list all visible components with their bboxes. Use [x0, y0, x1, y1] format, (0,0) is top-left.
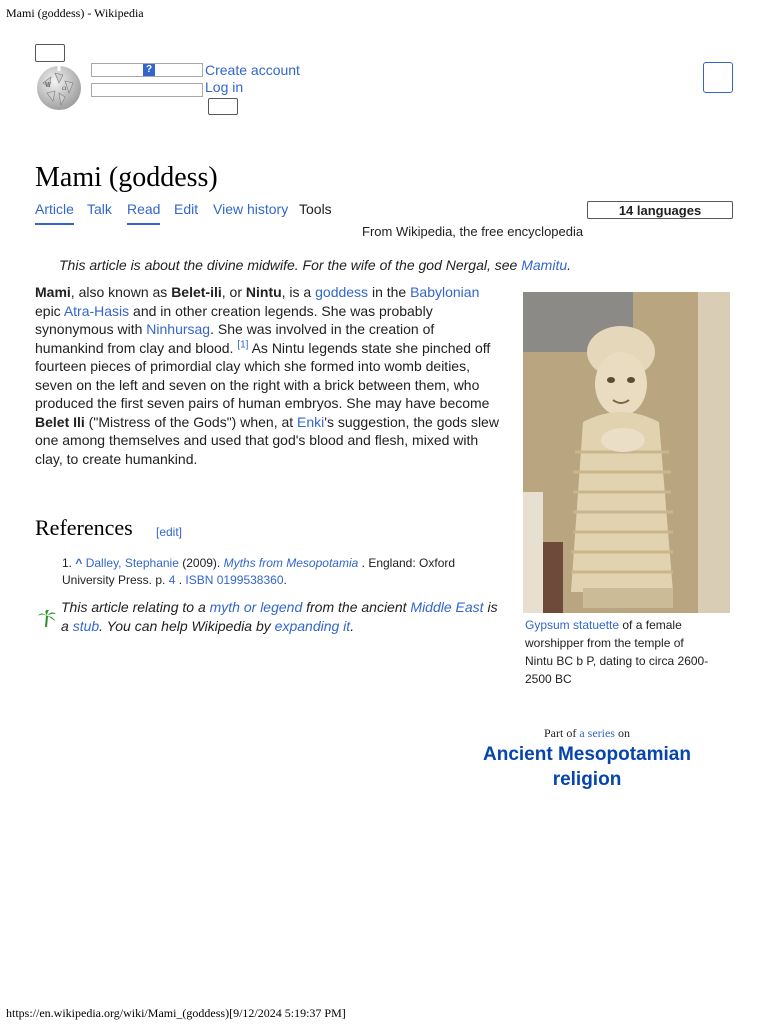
lead-text: epic	[35, 302, 64, 319]
lead-text: in the	[368, 284, 411, 300]
caption-text: of a female worshipper from the temple of Nintu BC b P, dating to circa 2600-2500 BC	[525, 618, 709, 686]
link-a-series[interactable]: a series	[579, 726, 615, 740]
link-enki[interactable]: Enki	[297, 413, 325, 430]
hatnote	[59, 257, 571, 273]
tab-tools[interactable]: Tools	[299, 201, 332, 217]
hatnote-end: .	[567, 257, 572, 273]
statuette-illustration	[523, 292, 730, 613]
tab-article[interactable]: Article	[35, 201, 74, 217]
search-button[interactable]	[208, 98, 238, 115]
series-part-text: Part of	[544, 726, 580, 740]
stub-text: from the ancient	[302, 599, 411, 615]
ref-backlink[interactable]: ^	[75, 556, 83, 570]
stub-text: is a	[61, 599, 498, 634]
ref-author-link[interactable]: Dalley, Stephanie	[85, 556, 179, 570]
ref-page-link[interactable]: 4	[168, 573, 176, 587]
link-gypsum-statuette[interactable]: Gypsum statuette	[525, 618, 620, 632]
page-title: Mami (goddess)	[35, 162, 218, 193]
term-mami: Mami	[35, 284, 71, 300]
link-middle-east[interactable]: Middle East	[410, 599, 484, 615]
page-url-footer: https://en.wikipedia.org/wiki/Mami_(goddess)[9/12/2024 5:19:37 PM]	[6, 1006, 346, 1020]
svg-text:Ω: Ω	[62, 86, 67, 92]
reference-item	[62, 555, 482, 589]
lead-text: ("Mistress of the Gods") when, at	[84, 413, 298, 430]
hatnote-link-mamitu[interactable]: Mamitu	[521, 257, 568, 273]
term-belet-ili: Belet-ili	[171, 284, 222, 300]
lead-paragraph	[35, 283, 499, 468]
tab-view-history[interactable]: View history	[213, 201, 289, 217]
tab-talk[interactable]: Talk	[87, 201, 112, 217]
term-belet-ili-2: Belet Ili	[35, 413, 85, 430]
create-account-link[interactable]: Create account	[205, 62, 300, 78]
series-title-link[interactable]: Ancient Mesopotamian religion	[483, 744, 691, 790]
ref-year: (2009).	[178, 556, 224, 570]
hatnote-text: This article is about the divine midwife. For the wife of the god Nergal, see	[59, 257, 522, 273]
references-edit-link[interactable]: [edit]	[156, 525, 183, 539]
main-menu-button[interactable]	[35, 44, 65, 62]
languages-button[interactable]: 14 languages	[587, 201, 733, 219]
stub-text: . You can help Wikipedia by	[99, 618, 275, 634]
ref-end: .	[283, 573, 287, 587]
lead-text: , is a	[281, 284, 316, 300]
svg-text:W: W	[45, 82, 52, 89]
lead-text: , also known as	[70, 284, 172, 300]
user-menu-button[interactable]	[703, 62, 733, 93]
palm-tree-icon	[37, 608, 57, 628]
tab-edit[interactable]: Edit	[174, 201, 199, 217]
link-atra-hasis[interactable]: Atra-Hasis	[63, 302, 130, 319]
site-tagline: From Wikipedia, the free encyclopedia	[362, 224, 584, 239]
ref-work-link[interactable]: Myths from Mesopotamia	[223, 556, 359, 570]
link-expanding-it[interactable]: expanding it	[274, 618, 351, 634]
lead-text: and in other creation legends. She was probably synonymous with	[35, 302, 433, 337]
ref-sep: .	[175, 573, 186, 587]
references-heading: References	[35, 515, 133, 540]
link-myth-or-legend[interactable]: myth or legend	[209, 599, 303, 615]
link-stub[interactable]: stub	[72, 618, 100, 634]
citation-1[interactable]: [1]	[237, 338, 249, 350]
ref-isbn-link[interactable]: ISBN 0199538360	[185, 573, 284, 587]
log-in-link[interactable]: Log in	[205, 79, 244, 95]
term-nintu: Nintu	[245, 284, 282, 300]
search-input-secondary[interactable]	[91, 83, 203, 97]
link-ninhursag[interactable]: Ninhursag	[146, 321, 211, 337]
statuette-image[interactable]	[523, 292, 730, 613]
figure-caption	[525, 616, 715, 688]
stub-text: .	[350, 618, 355, 634]
series-on-text: on	[614, 726, 630, 740]
link-babylonian[interactable]: Babylonian	[410, 284, 480, 300]
search-help-icon[interactable]: ?	[143, 64, 155, 76]
globe-icon	[35, 63, 83, 111]
lead-text: As Nintu legends state she pinched off fourteen pieces of primordial clay which she formed into womb deities, seven on the left and seven on the right with a brick between them, who produced the first seven pairs of human embryos. She may have become	[35, 339, 491, 411]
wikipedia-logo[interactable]	[35, 63, 83, 111]
stub-text: This article relating to a	[61, 599, 210, 615]
tab-read[interactable]: Read	[127, 201, 161, 217]
ref-place: . England: Oxford University Press. p.	[62, 556, 456, 587]
series-part-of	[480, 726, 694, 741]
lead-text: 's suggestion, the gods slew one among themselves and used that god's blood and flesh, mixed with clay, to create humankind.	[35, 413, 499, 467]
document-title: Mami (goddess) - Wikipedia	[6, 6, 144, 20]
lead-text: . She was involved in the creation of humankind from clay and blood.	[35, 321, 435, 356]
stub-notice	[61, 598, 501, 636]
lead-text: , or	[221, 284, 246, 300]
ref-number: 1.	[62, 556, 73, 570]
link-goddess[interactable]: goddess	[315, 284, 369, 300]
